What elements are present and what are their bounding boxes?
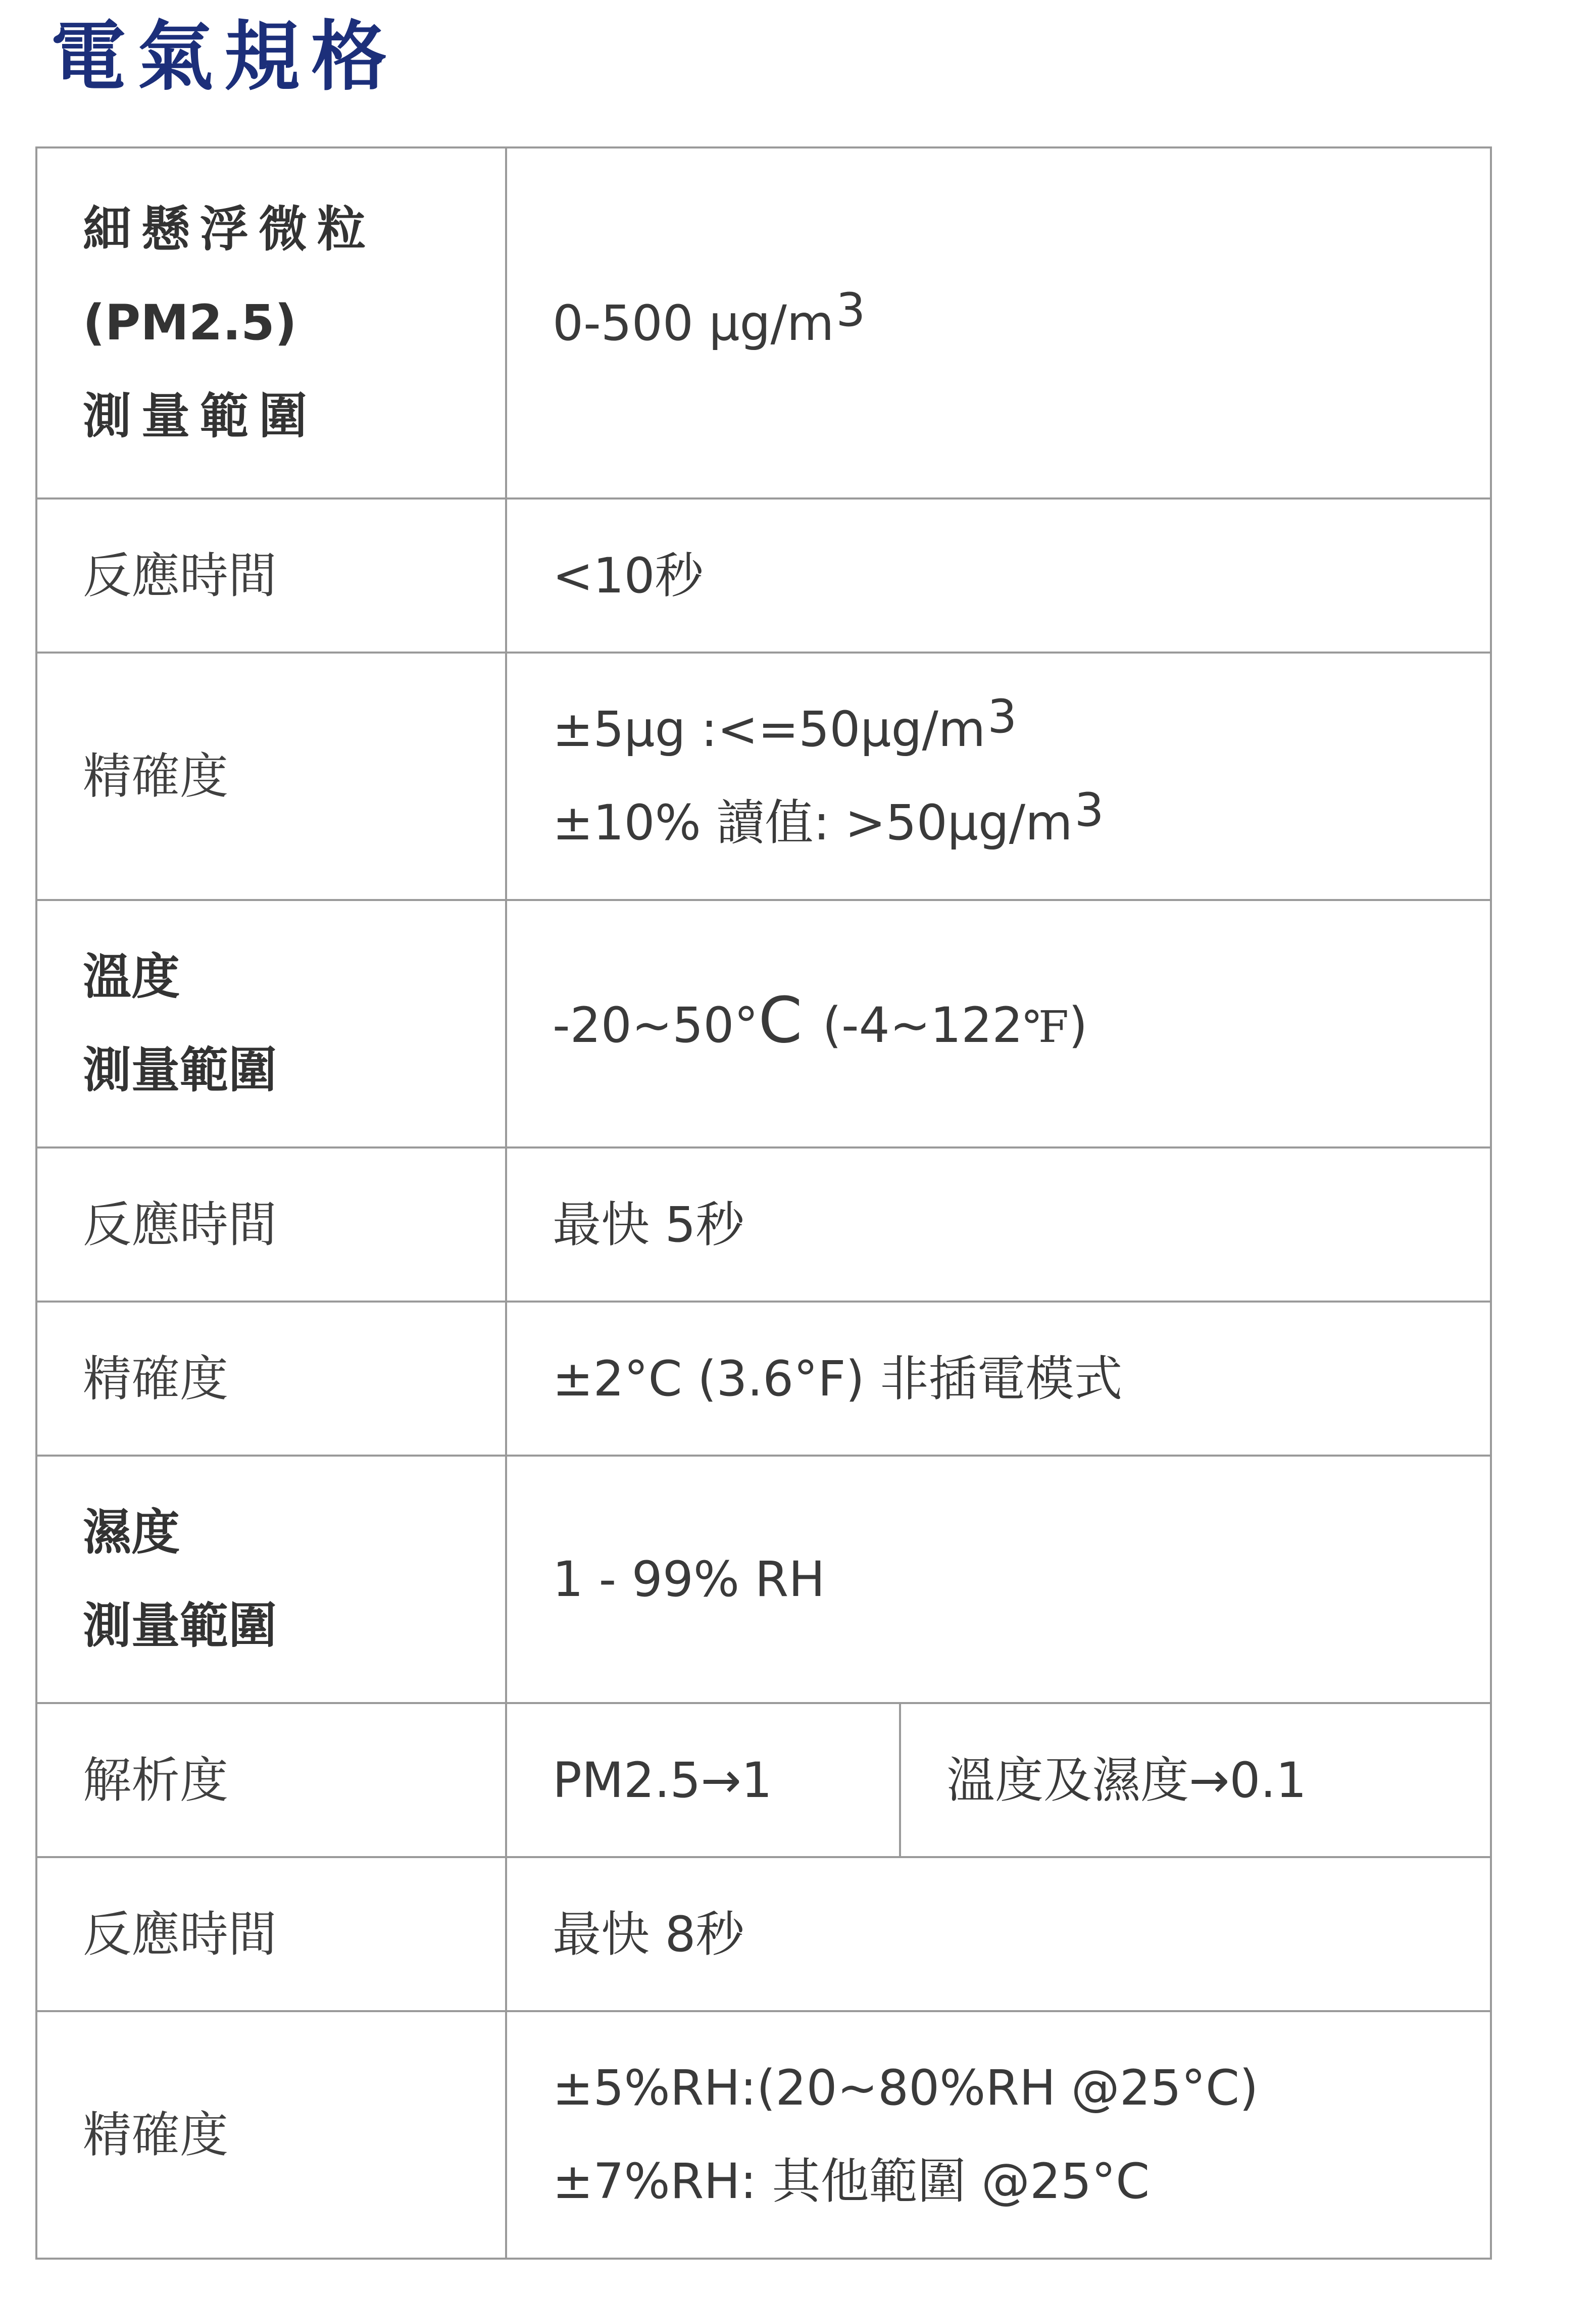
table-row <box>36 498 1491 653</box>
table-row <box>36 1302 1491 1456</box>
pm25-accuracy-line1 <box>553 683 1490 776</box>
pm25-accuracy-line1-text: ±5μg :<=50μg/m <box>553 701 986 758</box>
humidity-label-line1: 濕度 <box>83 1504 180 1561</box>
pm25-range-exponent: 3 <box>836 283 866 337</box>
humidity-response-value: 最快 8秒 <box>506 1857 1491 2011</box>
pm25-label-line2: (PM2.5) <box>83 294 297 351</box>
temperature-range-label <box>36 900 506 1147</box>
table-row <box>36 1147 1491 1302</box>
table-row <box>36 147 1491 498</box>
pm25-accuracy-value <box>506 653 1491 900</box>
pm25-label-line3: 測量範圍 <box>83 388 317 444</box>
temperature-range-text: -20~50° <box>553 996 759 1054</box>
temperature-fahrenheit-close: ) <box>1068 996 1088 1054</box>
pm25-response-value: <10秒 <box>506 498 1491 653</box>
temperature-accuracy-value: ±2°C (3.6°F) 非插電模式 <box>506 1302 1491 1456</box>
temperature-response-value: 最快 5秒 <box>506 1147 1491 1302</box>
pm25-accuracy-line2-text: ±10% 讀值: >50μg/m <box>553 794 1073 851</box>
pm25-range-value <box>506 147 1491 498</box>
pm25-response-label: 反應時間 <box>36 498 506 653</box>
humidity-accuracy-label: 精確度 <box>36 2011 506 2259</box>
humidity-accuracy-value <box>506 2011 1491 2259</box>
table-row <box>36 1857 1491 2011</box>
table-row <box>36 1703 1491 1857</box>
page-title: 電氣規格 <box>51 13 398 101</box>
temperature-response-label: 反應時間 <box>36 1147 506 1302</box>
temperature-label-line2: 測量範圍 <box>83 1042 277 1098</box>
pm25-accuracy-label: 精確度 <box>36 653 506 900</box>
table-row <box>36 900 1491 1147</box>
pm25-range-label <box>36 147 506 498</box>
temperature-fahrenheit-unit: ℉ <box>1023 1002 1069 1053</box>
humidity-response-label: 反應時間 <box>36 1857 506 2011</box>
humidity-range-label <box>36 1456 506 1703</box>
temperature-fahrenheit-open: (-4~122 <box>822 996 1023 1054</box>
table-row <box>36 653 1491 900</box>
table-row <box>36 2011 1491 2259</box>
pm25-accuracy-line2-exponent: 3 <box>1074 782 1104 837</box>
pm25-label-line1: 細懸浮微粒 <box>83 201 376 258</box>
temperature-celsius-unit: C <box>758 983 803 1057</box>
temperature-range-value <box>506 900 1491 1147</box>
resolution-label: 解析度 <box>36 1703 506 1857</box>
pm25-range-text: 0-500 μg/m <box>553 294 834 352</box>
humidity-label-line2: 測量範圍 <box>83 1597 277 1654</box>
humidity-range-value: 1 - 99% RH <box>506 1456 1491 1703</box>
pm25-accuracy-line2 <box>553 776 1490 870</box>
humidity-accuracy-line2: ±7%RH: 其他範圍 @25°C <box>553 2153 1150 2210</box>
humidity-accuracy-line1: ±5%RH:(20~80%RH @25°C) <box>553 2060 1259 2116</box>
temperature-label-line1: 溫度 <box>83 948 180 1005</box>
resolution-temp-humidity-value: 溫度及濕度→0.1 <box>900 1703 1491 1857</box>
temperature-accuracy-label: 精確度 <box>36 1302 506 1456</box>
table-row <box>36 1456 1491 1703</box>
pm25-accuracy-line1-exponent: 3 <box>987 689 1017 743</box>
electrical-spec-table <box>35 146 1492 2260</box>
resolution-pm25-value: PM2.5→1 <box>506 1703 900 1857</box>
